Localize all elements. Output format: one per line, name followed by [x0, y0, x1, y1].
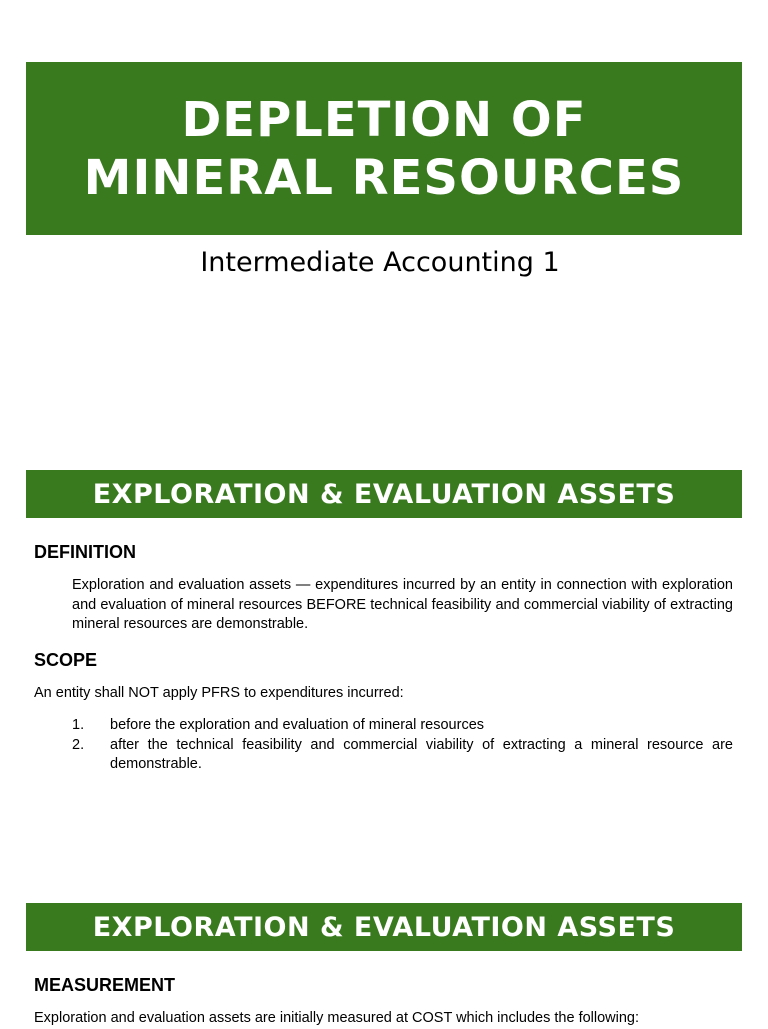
section-title: EXPLORATION & EVALUATION ASSETS — [92, 911, 676, 943]
list-item-text: before the exploration and evaluation of mineral resources — [110, 717, 485, 733]
list-item-number: 2. — [72, 736, 85, 753]
scope-list — [72, 716, 733, 775]
section-banner-exploration-1 — [26, 470, 742, 518]
list-item-number: 1. — [72, 717, 85, 733]
scope-heading: SCOPE — [34, 650, 98, 670]
measurement-paragraph: Exploration and evaluation assets are initially measured at COST which includes the following: — [34, 1010, 640, 1026]
definition-paragraph: Exploration and evaluation assets — expenditures incurred by an entity in connection with exploration and evaluation of mineral resources BEFORE technical feasibility and commercial viability of extracting mineral resources are demonstrable. — [72, 577, 733, 632]
title-line-1: DEPLETION OF — [181, 91, 587, 148]
list-item — [72, 736, 733, 775]
title-line-2: MINERAL RESOURCES — [83, 149, 685, 206]
list-item-text: after the technical feasibility and commercial viability of extracting a mineral resource are demonstrable. — [110, 736, 733, 772]
document-subtitle: Intermediate Accounting 1 — [200, 247, 560, 278]
title-banner — [26, 62, 742, 235]
document-title — [84, 91, 685, 207]
measurement-heading: MEASUREMENT — [34, 975, 176, 995]
list-item — [72, 716, 733, 736]
scope-intro-paragraph: An entity shall NOT apply PFRS to expenditures incurred: — [34, 685, 404, 701]
section-banner-exploration-2 — [26, 903, 742, 951]
section-title: EXPLORATION & EVALUATION ASSETS — [92, 478, 676, 510]
definition-heading: DEFINITION — [34, 542, 136, 562]
